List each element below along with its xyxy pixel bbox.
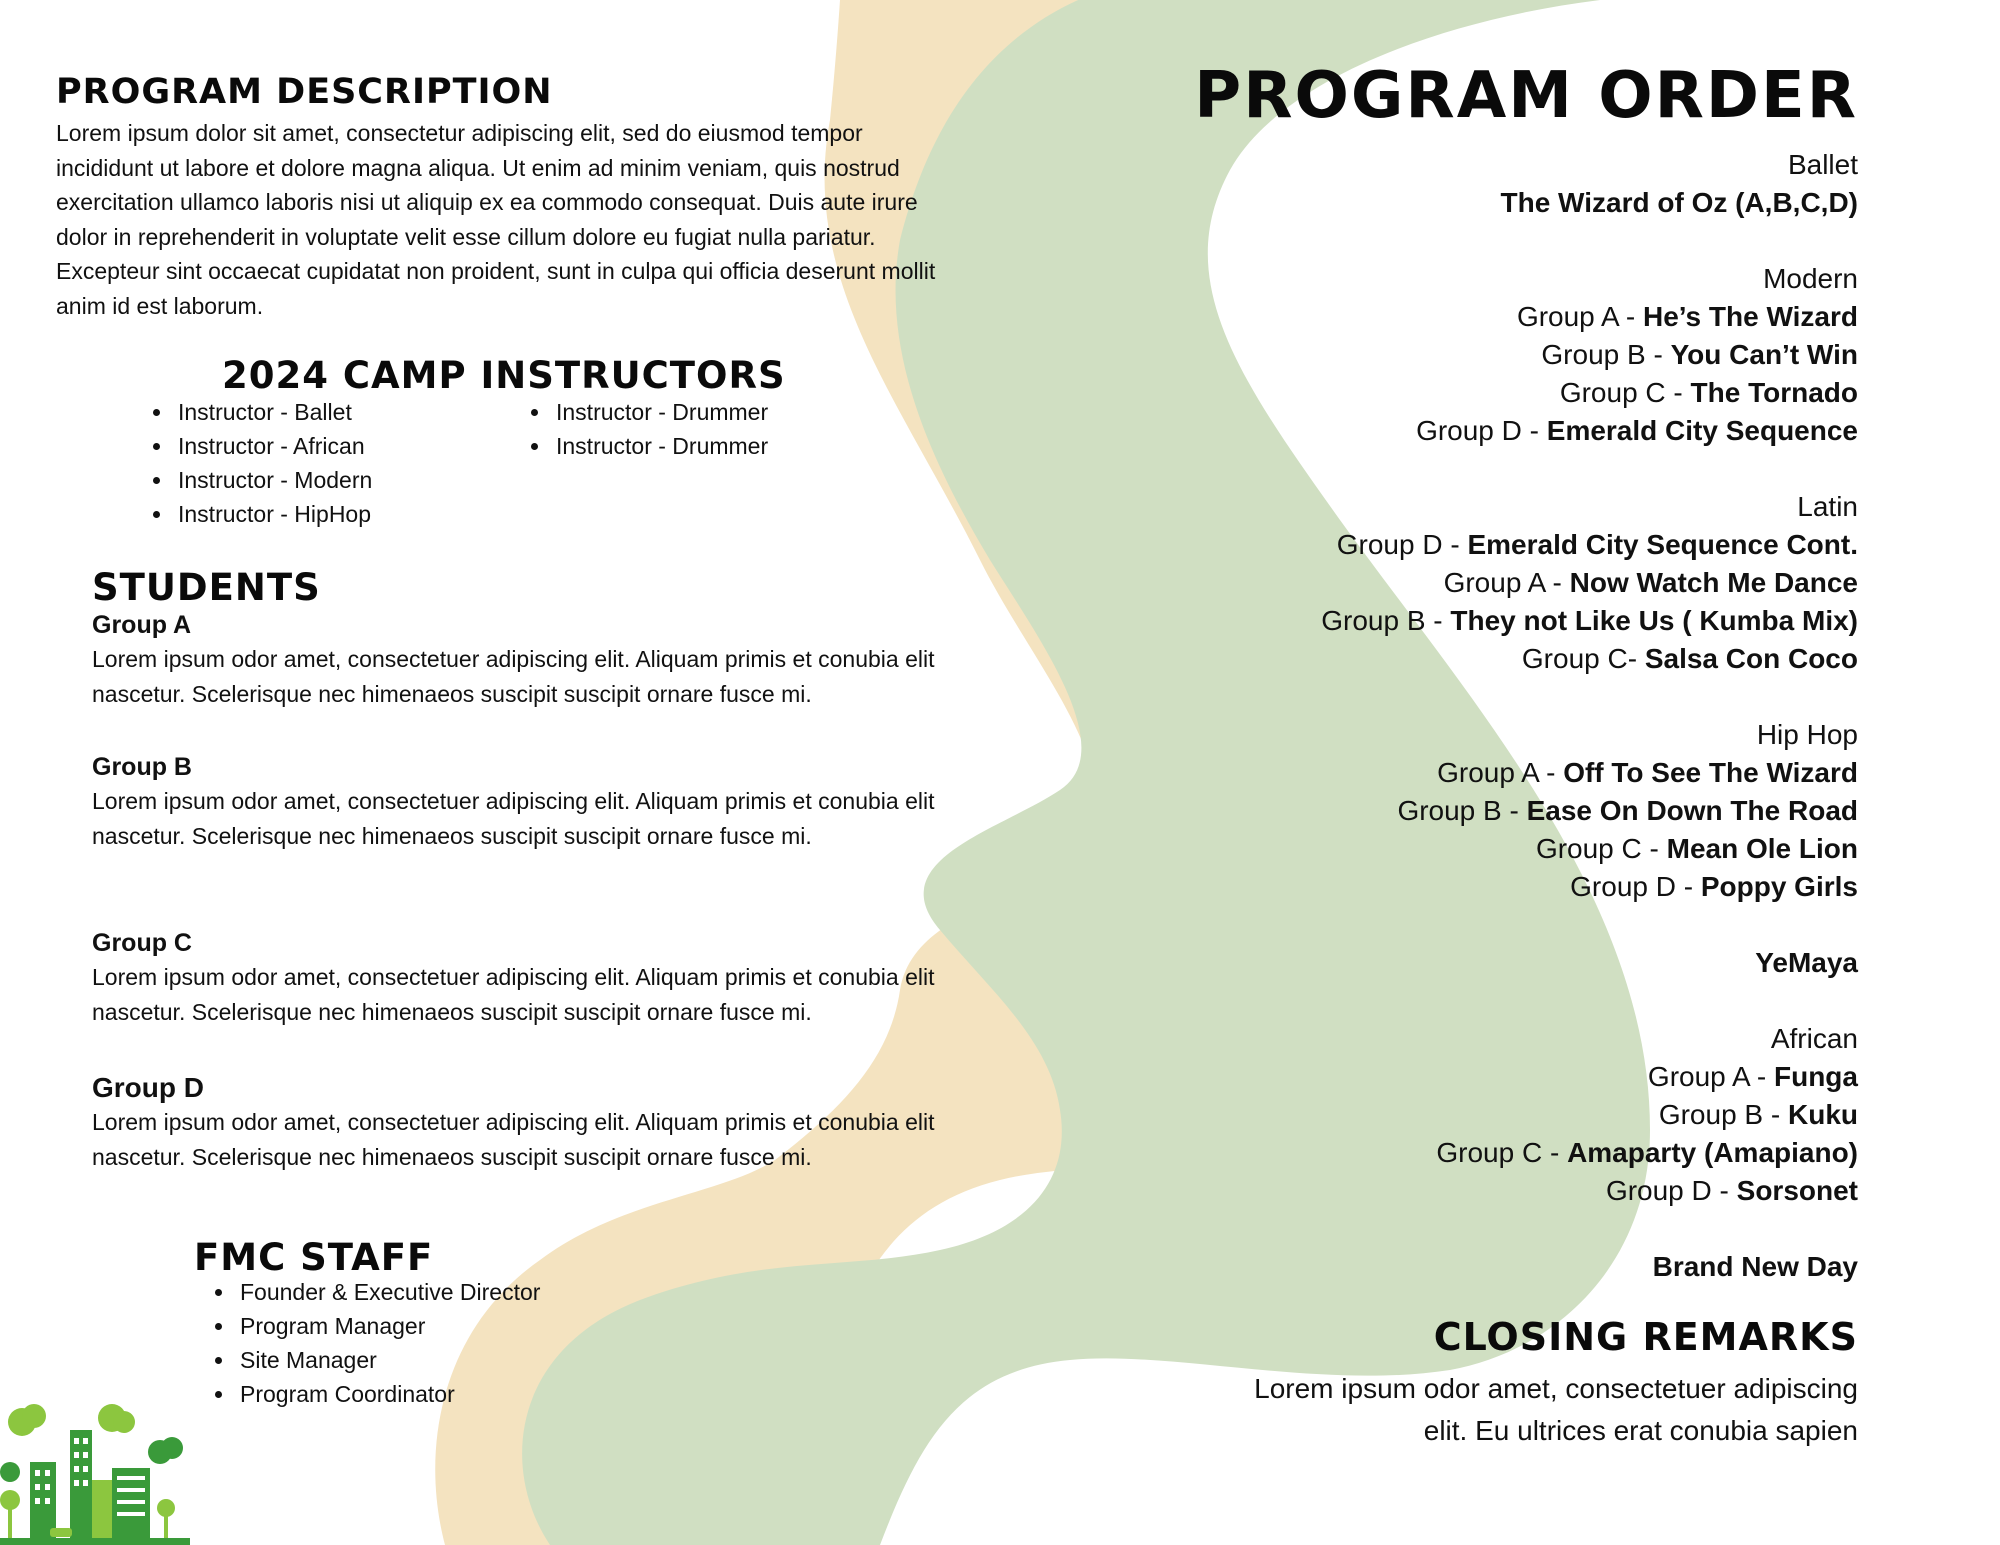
list-item: • Instructor - Drummer [552, 429, 768, 463]
group-label: Group D - [1570, 871, 1701, 902]
order-item [1194, 526, 1858, 564]
piece-title: Sorsonet [1736, 1175, 1858, 1206]
group-label: Group C- [1521, 643, 1645, 674]
group-label: Group A - [1516, 301, 1644, 332]
group-description: Lorem ipsum odor amet, consectetuer adipiscing elit. Aliquam primis et conubia elit nascetur. Scelerisque nec himenaeos suscipit suscipit ornare fusce mi. [92, 1109, 935, 1170]
order-item [1194, 830, 1858, 868]
list-item: • Program Manager [236, 1309, 540, 1343]
piece-title: Off To See The Wizard [1563, 757, 1858, 788]
group-label: Group D - [1605, 1175, 1737, 1206]
closing-remarks-line1: Lorem ipsum odor amet, consectetuer adipiscing [1254, 1373, 1858, 1404]
section-hiphop: Hip Hop [1756, 719, 1858, 750]
staff-heading: FMC STAFF [194, 1236, 434, 1279]
piece-title: Brand New Day [1652, 1251, 1858, 1282]
order-item [1194, 564, 1858, 602]
group-label: Group B - [1321, 605, 1451, 636]
staff-list [196, 1275, 540, 1411]
group-description: Lorem ipsum odor amet, consectetuer adipiscing elit. Aliquam primis et conubia elit nascetur. Scelerisque nec himenaeos suscipit suscipit ornare fusce mi. [92, 964, 935, 1025]
piece-title: You Can’t Win [1670, 339, 1858, 370]
list-item: • Site Manager [236, 1343, 540, 1377]
order-item [1194, 754, 1858, 792]
piece-title: Now Watch Me Dance [1569, 567, 1858, 598]
group-label: Group C - [1436, 1137, 1568, 1168]
list-item: • Instructor - African [174, 429, 372, 463]
list-item: • Program Coordinator [236, 1377, 540, 1411]
section-yemaya [1194, 944, 1858, 982]
section-african: African [1770, 1023, 1858, 1054]
piece-title: Mean Ole Lion [1666, 833, 1858, 864]
order-item [1194, 184, 1858, 222]
list-item: • Instructor - Ballet [174, 395, 372, 429]
group-name: Group C [92, 929, 192, 957]
group-label: Group C - [1535, 833, 1667, 864]
order-item [1194, 1096, 1858, 1134]
piece-title: Poppy Girls [1700, 871, 1858, 902]
order-item [1194, 868, 1858, 906]
closing-remarks-heading: CLOSING REMARKS [1433, 1315, 1858, 1359]
student-group-b [92, 750, 952, 853]
piece-title: Emerald City Sequence Cont. [1467, 529, 1858, 560]
group-label: Group B - [1658, 1099, 1788, 1130]
group-label: Group D - [1416, 415, 1547, 446]
instructors-heading: 2024 CAMP INSTRUCTORS [222, 354, 786, 397]
program-description-heading: PROGRAM DESCRIPTION [56, 72, 553, 112]
group-label: Group B - [1541, 339, 1671, 370]
section-ballet: Ballet [1787, 149, 1858, 180]
section-finale [1194, 1248, 1858, 1286]
piece-title: Emerald City Sequence [1546, 415, 1858, 446]
list-item: • Instructor - Drummer [552, 395, 768, 429]
order-item [1194, 412, 1858, 450]
group-description: Lorem ipsum odor amet, consectetuer adipiscing elit. Aliquam primis et conubia elit nascetur. Scelerisque nec himenaeos suscipit suscipit ornare fusce mi. [92, 646, 935, 707]
order-item [1194, 1172, 1858, 1210]
order-item [1194, 792, 1858, 830]
students-heading: STUDENTS [92, 566, 321, 609]
student-group-c [92, 926, 952, 1029]
group-name: Group B [92, 753, 192, 781]
city-illustration [0, 1400, 200, 1545]
order-item [1194, 298, 1858, 336]
order-item [1194, 336, 1858, 374]
piece-title: The Tornado [1690, 377, 1858, 408]
student-group-a [92, 608, 952, 711]
student-group-d [92, 1071, 952, 1174]
list-item: • Instructor - HipHop [174, 497, 372, 531]
program-order [1194, 58, 1858, 1452]
program-description-text: Lorem ipsum dolor sit amet, consectetur adipiscing elit, sed do eiusmod tempor incididunt ut labore et dolore magna aliqua. Ut enim ad minim veniam, quis nostrud exercitation ullamco laboris nisi ut aliquip ex ea commodo consequat. Duis aute irure dolor in reprehenderit in voluptate velit esse cillum dolore eu fugiat nulla pariatur. Excepteur sint occaecat cupidatat non proident, sunt in culpa qui officia deserunt mollit anim id est laborum. [56, 120, 936, 319]
program-order-heading: PROGRAM ORDER [1194, 59, 1858, 133]
group-label: Group C - [1559, 377, 1691, 408]
closing-remarks-line2: elit. Eu ultrices erat conubia sapien [1423, 1415, 1858, 1446]
group-description: Lorem ipsum odor amet, consectetuer adipiscing elit. Aliquam primis et conubia elit nascetur. Scelerisque nec himenaeos suscipit suscipit ornare fusce mi. [92, 788, 935, 849]
group-label: Group D - [1336, 529, 1468, 560]
order-item [1194, 374, 1858, 412]
section-latin: Latin [1797, 491, 1858, 522]
group-label: Group A - [1647, 1061, 1774, 1092]
list-item: • Instructor - Modern [174, 463, 372, 497]
instructors-list-1 [134, 395, 372, 531]
piece-title: YeMaya [1755, 947, 1858, 978]
piece-title: Salsa Con Coco [1644, 643, 1858, 674]
piece-title: Funga [1774, 1061, 1858, 1092]
order-item [1194, 1058, 1858, 1096]
order-item [1194, 1134, 1858, 1172]
group-label: Group A - [1443, 567, 1570, 598]
order-item [1194, 602, 1858, 640]
piece-title: The Wizard of Oz (A,B,C,D) [1500, 187, 1858, 218]
group-name: Group D [92, 1072, 204, 1103]
group-label: Group B - [1397, 795, 1527, 826]
list-item: • Founder & Executive Director [236, 1275, 540, 1309]
instructors-list-2 [512, 395, 768, 463]
group-name: Group A [92, 611, 192, 639]
piece-title: He’s The Wizard [1643, 301, 1858, 332]
group-label: Group A - [1437, 757, 1564, 788]
piece-title: They not Like Us ( Kumba Mix) [1450, 605, 1858, 636]
piece-title: Kuku [1788, 1099, 1858, 1130]
order-item [1194, 640, 1858, 678]
section-modern: Modern [1763, 263, 1858, 294]
piece-title: Ease On Down The Road [1526, 795, 1858, 826]
piece-title: Amaparty (Amapiano) [1567, 1137, 1858, 1168]
